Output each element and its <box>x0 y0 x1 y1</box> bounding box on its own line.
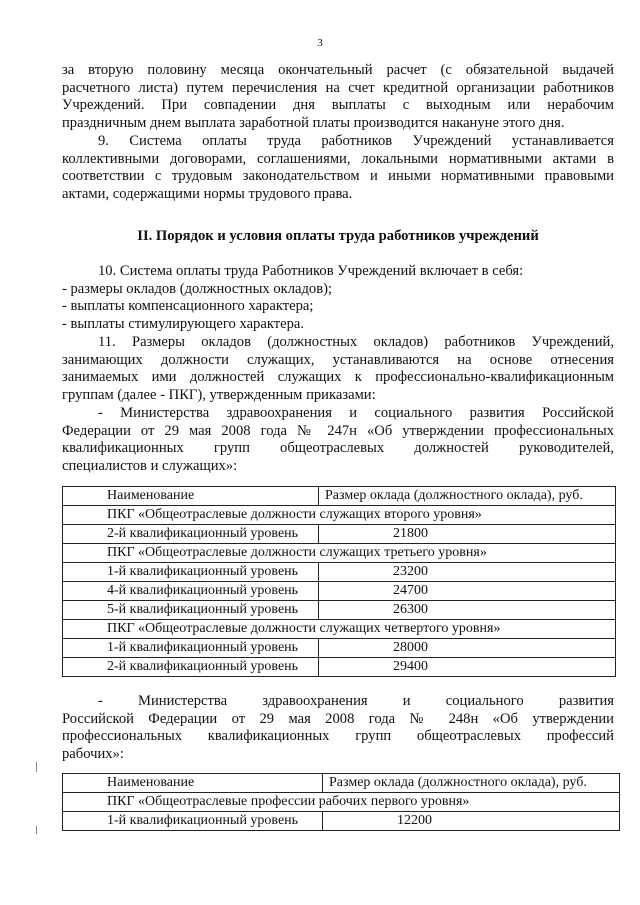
text-line: 9. Система оплаты труда работников Учреждений устанавливается <box>98 133 614 149</box>
table-row <box>63 601 616 620</box>
text-line: профессиональных квалификационных групп общеотраслевых профессий <box>62 728 614 745</box>
salary-value: 24700 <box>319 582 616 601</box>
paragraph-11 <box>62 334 614 404</box>
table-group-row <box>63 506 616 525</box>
paragraph-9 <box>62 133 614 203</box>
text-line: актами, содержащими нормы трудового права. <box>62 185 353 202</box>
order-248-paragraph <box>62 693 614 763</box>
scan-mark <box>36 762 37 772</box>
text-line: рабочих»: <box>62 745 124 762</box>
text-line: специалистов и служащих»: <box>62 457 238 474</box>
text-line: квалификационных групп общеотраслевых должностей руководителей, <box>62 440 614 457</box>
paragraph-10-intro: 10. Система оплаты труда Работников Учреждений включает в себя: <box>98 263 524 279</box>
table-row <box>63 639 616 658</box>
table-group-row <box>63 793 620 812</box>
salary-value: 21800 <box>319 525 616 544</box>
text-line: соответствии с трудовым законодательством и иными нормативными правовыми <box>62 168 614 185</box>
qualification-level: 1-й квалификационный уровень <box>63 563 319 582</box>
page-number: 3 <box>317 37 323 49</box>
text-line: коллективными договорами, соглашениями, локальными нормативными актами в <box>62 150 614 167</box>
text-line: - Министерства здравоохранения и социального развития <box>98 693 614 709</box>
scan-mark <box>36 826 37 834</box>
text-line: группам (далее - ПКГ), утвержденным приказами: <box>62 386 376 403</box>
table-group-row <box>63 544 616 563</box>
text-line: Учреждений. При совпадении дня выплаты с выходным или нерабочим <box>62 97 614 114</box>
text-line: за вторую половину месяца окончательный расчет (с обязательной выдачей <box>62 62 614 78</box>
text-line: расчетного листа) путем перечисления на счет кредитной организации работников <box>62 79 614 96</box>
pkg-group-title: ПКГ «Общеотраслевые должности служащих третьего уровня» <box>63 544 616 563</box>
text-line: занимаемых ими должностей служащих к профессионально-квалификационным <box>62 369 614 386</box>
column-header-name: Наименование <box>63 487 319 506</box>
payment-paragraph <box>62 62 614 132</box>
table-row <box>63 582 616 601</box>
pkg-group-title: ПКГ «Общеотраслевые должности служащих четвертого уровня» <box>63 620 616 639</box>
table-group-row <box>63 620 616 639</box>
column-header-salary: Размер оклада (должностного оклада), руб. <box>323 774 620 793</box>
text-line: 11. Размеры окладов (должностных окладов) работников Учреждений, <box>98 334 614 350</box>
text-line: праздничным днем выплата заработной платы производится накануне этого дня. <box>62 114 565 131</box>
column-header-salary: Размер оклада (должностного оклада), руб. <box>319 487 616 506</box>
text-line: Российской Федерации от 29 мая 2008 года № 248н «Об утверждении <box>62 710 614 727</box>
order-247-paragraph <box>62 405 614 475</box>
text-line: Федерации от 29 мая 2008 года № 247н «Об утверждении профессиональных <box>62 422 614 439</box>
section-heading: II. Порядок и условия оплаты труда работников учреждений <box>137 228 539 244</box>
table-row <box>63 658 616 677</box>
qualification-level: 1-й квалификационный уровень <box>63 639 319 658</box>
table-header-row <box>63 774 620 793</box>
qualification-level: 2-й квалификационный уровень <box>63 658 319 677</box>
pkg-group-title: ПКГ «Общеотраслевые должности служащих второго уровня» <box>63 506 616 525</box>
salary-value: 26300 <box>319 601 616 620</box>
table-row <box>63 812 620 831</box>
text-line: - Министерства здравоохранения и социального развития Российской <box>98 405 614 421</box>
text-line: занимающих должности служащих, устанавливаются на основе отнесения <box>62 351 614 368</box>
table-row <box>63 525 616 544</box>
qualification-level: 4-й квалификационный уровень <box>63 582 319 601</box>
list-item: - выплаты стимулирующего характера. <box>62 315 304 332</box>
salary-value: 29400 <box>319 658 616 677</box>
qualification-level: 5-й квалификационный уровень <box>63 601 319 620</box>
table-row <box>63 563 616 582</box>
salary-value: 23200 <box>319 563 616 582</box>
pkg-group-title: ПКГ «Общеотраслевые профессии рабочих первого уровня» <box>63 793 620 812</box>
list-item: - выплаты компенсационного характера; <box>62 298 314 315</box>
table-header-row <box>63 487 616 506</box>
paragraph-10 <box>62 263 614 333</box>
column-header-name: Наименование <box>63 774 323 793</box>
qualification-level: 1-й квалификационный уровень <box>63 812 323 831</box>
qualification-level: 2-й квалификационный уровень <box>63 525 319 544</box>
salary-table-employees <box>62 486 616 677</box>
salary-value: 12200 <box>323 812 620 831</box>
list-item: - размеры окладов (должностных окладов); <box>62 280 333 297</box>
salary-value: 28000 <box>319 639 616 658</box>
salary-table-workers <box>62 773 620 831</box>
